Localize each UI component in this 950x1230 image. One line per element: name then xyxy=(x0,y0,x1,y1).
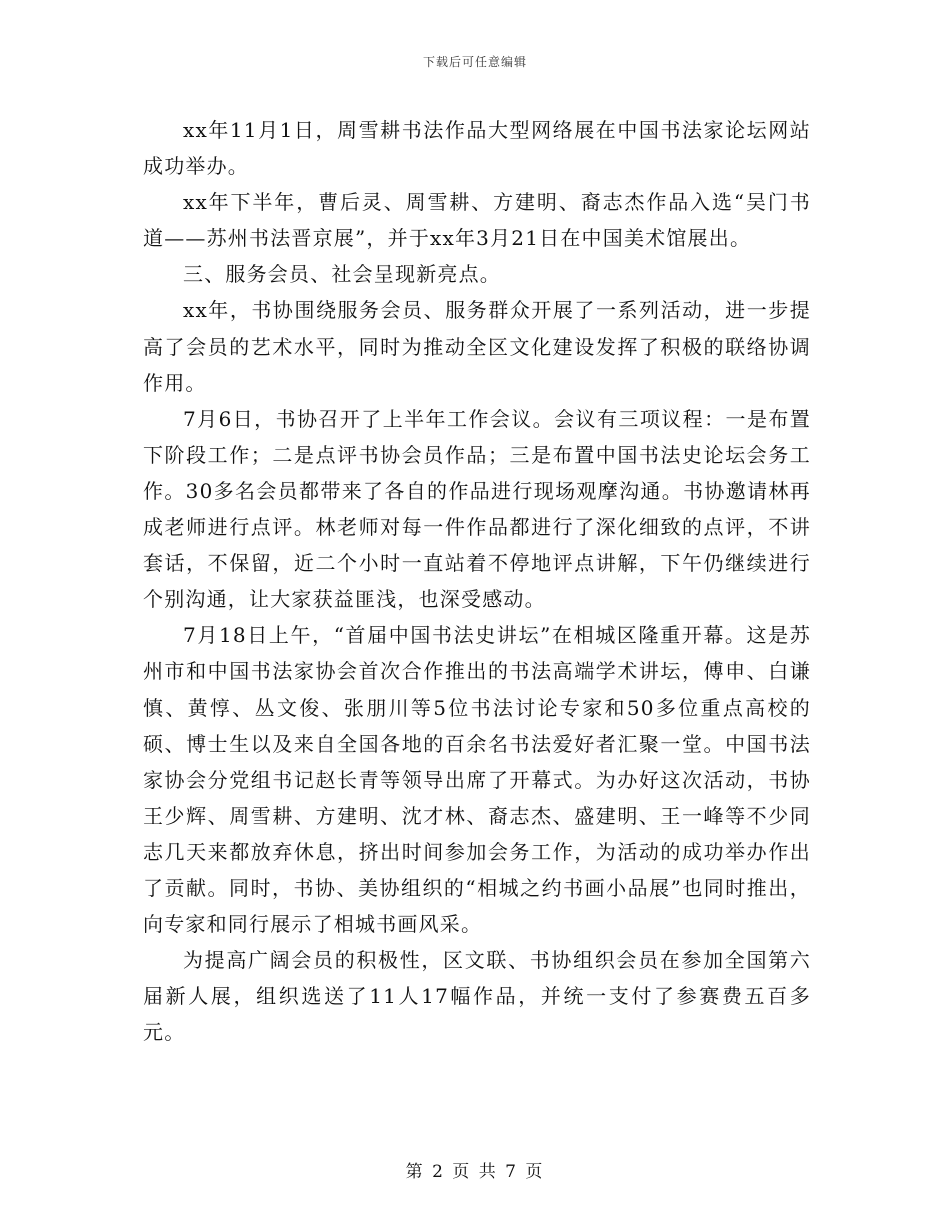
paragraph: xx年下半年，曹后灵、周雪耕、方建明、裔志杰作品入选“吴门书道——苏州书法晋京展”，并于xx年3月21日在中国美术馆展出。 xyxy=(143,190,811,251)
paragraph: 为提高广阔会员的积极性，区文联、书协组织会员在参加全国第六届新人展，组织选送了11人17幅作品，并统一支付了参赛费五百多元。 xyxy=(143,948,811,1045)
paragraph: 7月6日，书协召开了上半年工作会议。会议有三项议程：一是布置下阶段工作；二是点评书协会员作品；三是布置中国书法史论坛会务工作。30多名会员都带来了各自的作品进行现场观摩沟通。书协邀请林再成老师进行点评。林老师对每一件作品都进行了深化细致的点评，不讲套话，不保留，近二个小时一直站着不停地评点讲解，下午仍继续进行个别沟通，让大家获益匪浅，也深受感动。 xyxy=(143,406,811,612)
page-header: 下载后可任意编辑 xyxy=(422,55,527,69)
page-number-footer: 第 2 页 共 7 页 xyxy=(405,1162,545,1182)
section-heading: 三、服务会员、社会呈现新亮点。 xyxy=(183,262,501,287)
paragraph: xx年11月1日，周雪耕书法作品大型网络展在中国书法家论坛网站成功举办。 xyxy=(143,118,811,179)
paragraph: xx年，书协围绕服务会员、服务群众开展了一系列活动，进一步提高了会员的艺术水平，同时为推动全区文化建设发挥了积极的联络协调作用。 xyxy=(143,298,811,395)
document-body xyxy=(143,112,811,1050)
paragraph: 7月18日上午，“首届中国书法史讲坛”在相城区隆重开幕。这是苏州市和中国书法家协会首次合作推出的书法高端学术讲坛，傅申、白谦慎、黄惇、丛文俊、张朋川等5位书法讨论专家和50多位重点高校的硕、博士生以及来自全国各地的百余名书法爱好者汇聚一堂。中国书法家协会分党组书记赵长青等领导出席了开幕式。为办好这次活动，书协王少辉、周雪耕、方建明、沈才林、裔志杰、盛建明、王一峰等不少同志几天来都放弃休息，挤出时间参加会务工作，为活动的成功举办作出了贡献。同时，书协、美协组织的“相城之约书画小品展”也同时推出，向专家和同行展示了相城书画风采。 xyxy=(143,623,811,937)
